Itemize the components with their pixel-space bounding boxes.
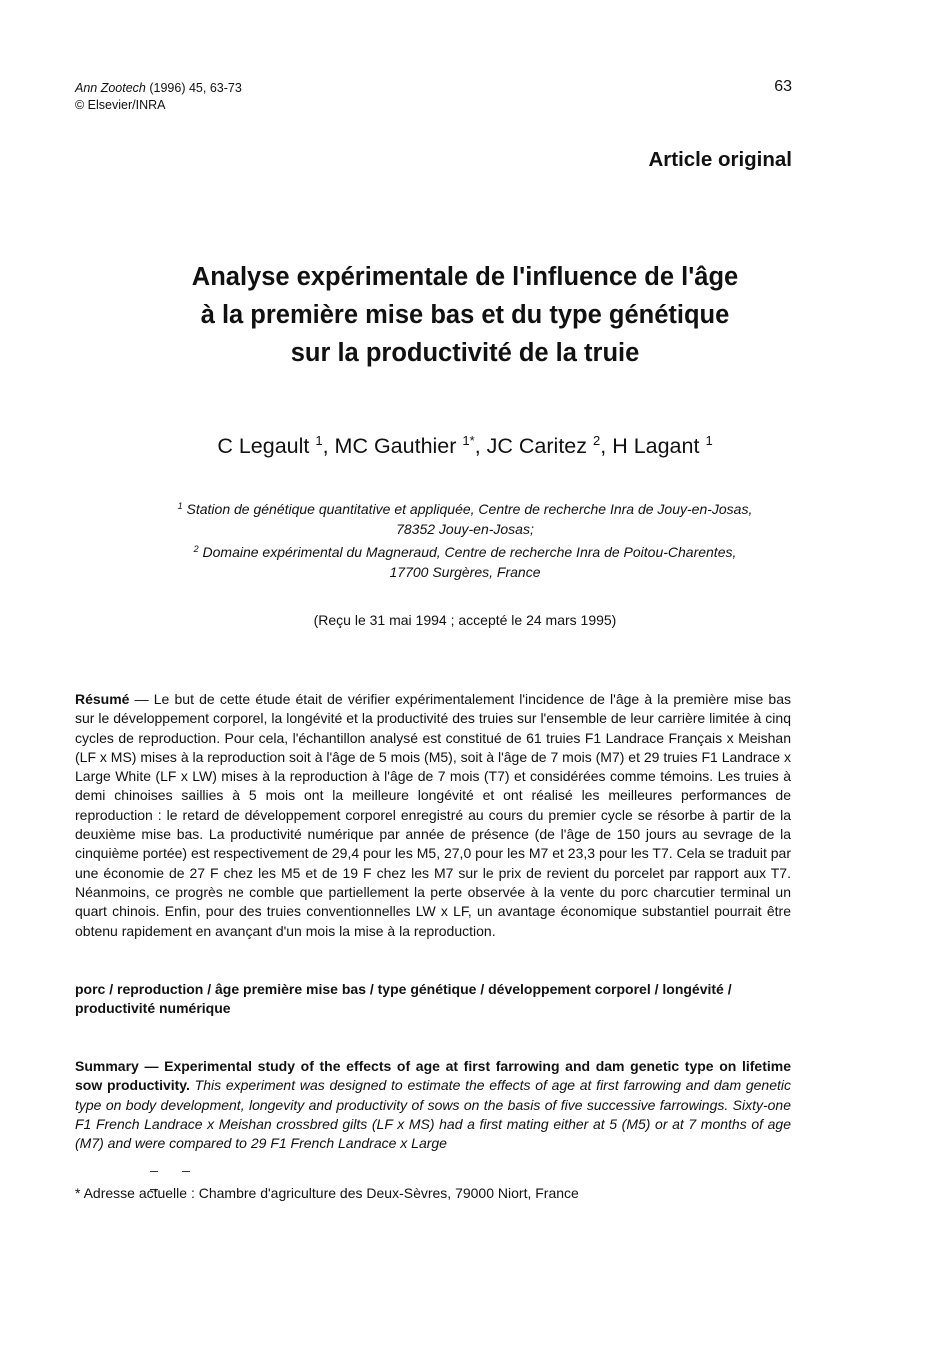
page-number: 63	[774, 78, 792, 95]
footnote-separator	[150, 1163, 240, 1171]
keywords: porc / reproduction / âge première mise bas / type génétique / développement corporel / longévité / productivité numérique	[75, 981, 732, 1017]
article-title	[90, 258, 840, 372]
abstract-english	[75, 1057, 791, 1153]
abstract-text: — Le but de cette étude était de vérifier expérimentalement l'incidence de l'âge à la première mise bas sur le développement corporel, la longévité et la productivité des truies sur l'ensemble de leur carrière limitée à cinq cycles de reproduction. Pour cela, l'échantillon analysé est constitué de 61 truies F1 Landrace Français x Meishan (LF x MS) mises à la reproduction soit à l'âge de 5 mois (M5), soit à l'âge de 7 mois (M7) et 29 truies F1 Landrace x Large White (LF x LW) mises à la reproduction à l'âge de 7 mois (T7) et considérées comme témoins. Les truies à demi chinoises saillies à 5 mois ont la meilleure longévité et ont réalisé les meilleures performances de reproduction : le retard de développement corporel enregistré au cours du premier cycle se résorbe à partir de la deuxième mise bas. La productivité numérique par année de présence (de l'âge de 150 jours au sevrage de la cinquième portée) est respectivement de 29,4 pour les M5, 27,0 pour les M7 et 23,3 pour les T7. Cela se traduit par une économie de 27 F chez les M5 et de 19 F chez les M7 sur le prix de revient du porcelet par rapport aux T7. Néanmoins, ce progrès ne comble que partiellement la perte observée à la vente du porc charcutier terminal un quart chinois. Enfin, pour des truies conventionnelles LW x LF, un avantage économique substantiel pourrait être obtenu rapidement en avançant d'un mois la mise à la reproduction.	[75, 691, 791, 939]
author: H Lagant	[612, 434, 700, 458]
summary-text: This experiment was designed to estimate the effects of age at first farrowing and dam genetic type on body development, longevity and productivity of sows on the basis of five successive farrowings. Sixty-one F1 French Landrace x Meishan crossbred gilts (LF x MS) had a first mating either at 5 (M5) or at 7 months of age (M7) and were compared to 29 F1 French Landrace x Large	[75, 1077, 791, 1152]
abstract-french	[75, 690, 791, 941]
title-line-3: sur la productivité de la truie	[290, 339, 640, 367]
author-affiliation-mark: 1*	[462, 433, 475, 448]
title-line-1: Analyse expérimentale de l'influence de l'âge	[191, 263, 739, 291]
received-dates: (Reçu le 31 mai 1994 ; accepté le 24 mars 1995)	[313, 612, 617, 628]
author-list: C Legault $^1$, MC Gauthier $^{1*}$, JC Caritez $^2$, H Lagant $^1$	[217, 433, 713, 458]
author: MC Gauthier	[334, 434, 457, 458]
affiliation-mark: 2	[193, 544, 199, 554]
author-affiliation-mark: 1	[705, 433, 713, 448]
summary-title: — Experimental study of the effects of age at first farrowing and dam genetic type on lifetime sow productivity.	[75, 1058, 791, 1094]
affiliation-line: Station de génétique quantitative et appliquée, Centre de recherche Inra de Jouy-en-Josas,	[186, 501, 753, 517]
summary-label: Summary	[75, 1058, 139, 1074]
author-affiliation-mark: 1	[315, 433, 323, 448]
title-line-2: à la première mise bas et du type génétique	[200, 301, 730, 329]
affiliation-2	[90, 539, 840, 562]
affiliation-mark: 1	[177, 501, 183, 511]
affiliation-line: 17700 Surgères, France	[389, 564, 541, 580]
author: C Legault	[217, 434, 310, 458]
publisher-line: © Elsevier/INRA	[75, 98, 166, 112]
author-affiliation-mark: 2	[593, 433, 601, 448]
abstract-label: Résumé	[75, 691, 130, 707]
journal-volume-pages: (1996) 45, 63-73	[145, 81, 242, 95]
article-type: Article original	[648, 148, 792, 171]
affiliations	[90, 496, 840, 582]
author: JC Caritez	[486, 434, 588, 458]
affiliation-line: 78352 Jouy-en-Josas;	[396, 521, 534, 537]
affiliation-line: Domaine expérimental du Magneraud, Centre de recherche Inra de Poitou-Charentes,	[202, 544, 737, 560]
journal-name: Ann Zootech	[75, 81, 146, 95]
footnote: * Adresse actuelle : Chambre d'agriculture des Deux-Sèvres, 79000 Niort, France	[75, 1185, 579, 1201]
journal-citation	[75, 80, 242, 114]
affiliation-1	[90, 496, 840, 519]
